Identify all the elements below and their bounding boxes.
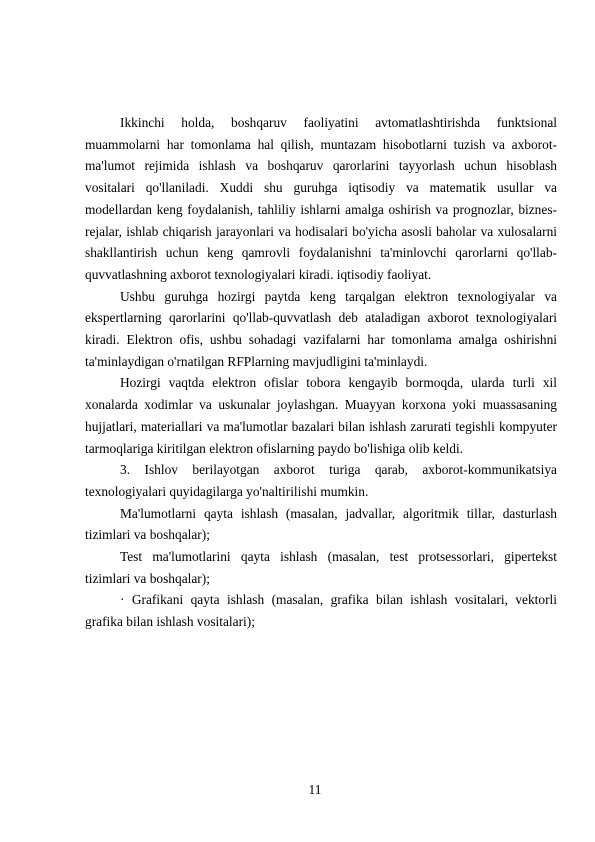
paragraph-automation-second-case: Ikkinchi holda, boshqaruv faoliyatini avtomatlashtirishda funktsional muammolarni har tomonlama hal qilish, muntazam hisobotlarni tuzish va axborot-ma'lumot rejimida ishlash va boshqaruv qarorlarini tayyorlash uchun hisoblash vositalari qo'llaniladi. Xuddi shu guruhga iqtisodiy va matematik usullar va modellardan keng foydalanish, tahliliy ishlarni amalga oshirish va prognozlar, biznes-rejalar, ishlab chiqarish jarayonlari va hodisalari bo'yicha asosli baholar va xulosalarni shakllantirish uchun keng qamrovli foydalanishni ta'minlovchi qarorlarni qo'llab-quvvatlashning axborot texnologiyalari kiradi. iqtisodiy faoliyat. [85, 115, 557, 282]
paragraph-graphics-processing: · Grafikani qayta ishlash (masalan, grafika bilan ishlash vositalari, vektorli grafika bilan ishlash vositalari); [85, 592, 557, 630]
document-body [85, 112, 557, 633]
paragraph-information-type: 3. Ishlov berilayotgan axborot turiga qarab, axborot-kommunikatsiya texnologiyalari quyidagilarga yo'naltirilishi mumkin. [85, 462, 557, 499]
paragraph-electronic-offices: Hozirgi vaqtda elektron ofislar tobora kengayib bormoqda, ularda turli xil xonalarda xodimlar va uskunalar joylashgan. Muayyan korxona yoki muassasaning hujjatlari, materiallari va ma'lumotlar bazalari bilan ishlash zarurati tegishli kompyuter tarmoqlariga kiritilgan elektron ofislarning paydo bo'lishiga olib keldi. [85, 375, 557, 456]
page-number: 11 [308, 782, 322, 797]
paragraph-data-processing: Ma'lumotlarni qayta ishlash (masalan, jadvallar, algoritmik tillar, dasturlash tizimlari va boshqalar); [85, 505, 557, 543]
paragraph-electronic-technologies: Ushbu guruhga hozirgi paytda keng tarqalgan elektron texnologiyalar va ekspertlarning qarorlarini qo'llab-quvvatlash deb ataladigan axborot texnologiyalari kiradi. Elektron ofis, ushbu sohadagi vazifalarni har tomonlama amalga oshirishni ta'minlaydigan o'rnatilgan RFPlarning mavjudligini ta'minlaydi. [85, 288, 557, 369]
paragraph-text-processing: Test ma'lumotlarini qayta ishlash (masalan, test protsessorlari, gipertekst tizimlari va boshqalar); [85, 549, 557, 586]
